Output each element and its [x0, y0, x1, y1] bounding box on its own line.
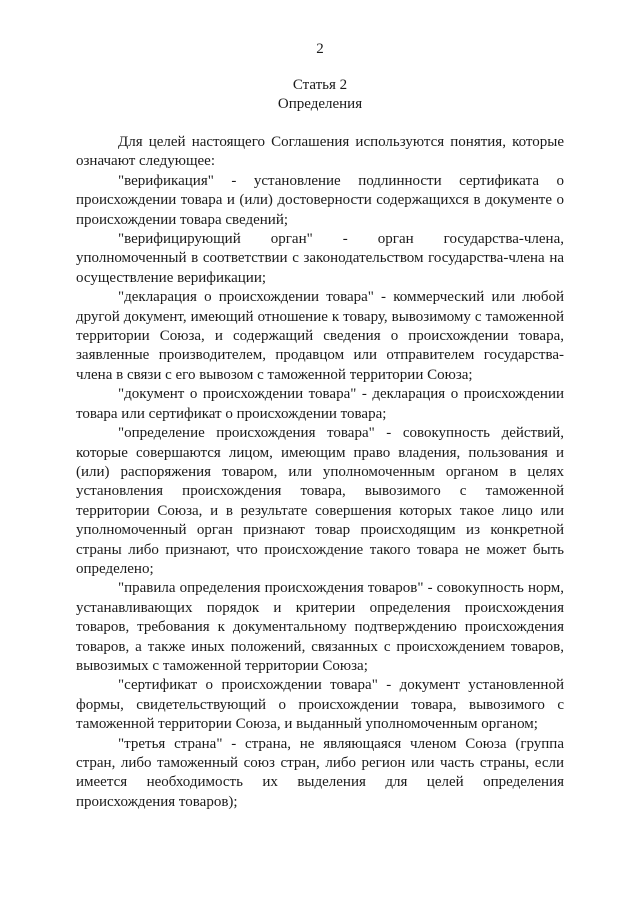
article-title: Определения — [277, 96, 363, 112]
definition-verification: "верификация" - установление подлинности сертификата о происхождении товара и (или) достоверности содержащихся в документе о происхождении товара сведений; — [76, 172, 564, 228]
definition-rules-of-origin: "правила определения происхождения товаров" - совокупность норм, устанавливающих порядок и критерии определения происхождения товаров, требования к документальному подтверждению происхождения товаров, а также иных положений, связанных с происхождением товаров, вывозимых с таможенной территории Союза; — [76, 580, 564, 674]
definition-third-country: "третья страна" - страна, не являющаяся членом Союза (группа стран, либо таможенный союз стран, либо регион или часть страны, если имеется необходимость их выделения для целей определения происхождения товаров); — [76, 735, 564, 810]
article-heading — [0, 76, 640, 114]
document-body — [76, 133, 564, 812]
definition-certificate-of-origin: "сертификат о происхождении товара" - документ установленной формы, свидетельствующий о происхождении товара, вывозимого с таможенной территории Союза, и выданный уполномоченным органом; — [76, 677, 564, 733]
definition-determination-of-origin: "определение происхождения товара" - совокупность действий, которые совершаются лицом, имеющим право владения, пользования и (или) распоряжения товаром, или уполномоченным органом в целях установления происхождения товара, вывозимого с таможенной территории Союза, и в результате совершения которых такое лицо или уполномоченный орган признают товар происходящим из конкретной страны либо признают, что происхождение такого товара не может быть определено; — [76, 425, 564, 577]
article-number: Статья 2 — [292, 77, 348, 93]
definition-document-of-origin: "документ о происхождении товара" - декларация о происхождении товара или сертификат о происхождении товара; — [76, 386, 564, 422]
paragraph-intro: Для целей настоящего Соглашения используются понятия, которые означают следующее: — [76, 134, 564, 170]
definition-declaration-of-origin: "декларация о происхождении товара" - коммерческий или любой другой документ, имеющий отношение к товару, вывозимому с таможенной территории Союза, и содержащий сведения о происхождении товара, заявленные производителем, продавцом или отправителем государства-члена в связи с его вывозом с таможенной территории Союза; — [76, 289, 564, 383]
page-number: 2 — [316, 41, 324, 57]
definition-verifying-body: "верифицирующий орган" - орган государства-члена, уполномоченный в соответствии с законодательством государства-члена на осуществление верификации; — [76, 231, 564, 286]
